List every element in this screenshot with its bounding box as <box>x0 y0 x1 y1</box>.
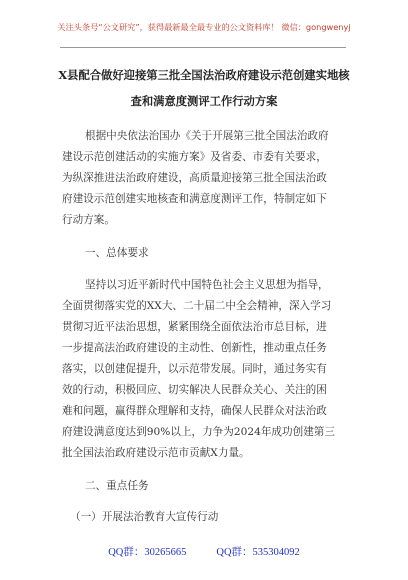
intro-line-5: 行动方案。 <box>62 214 115 226</box>
section-heading-2: 二、重点任务 <box>85 480 149 492</box>
intro-line-1: 根据中央依法治国办《关于开展第三批全国法治政府 <box>85 130 329 142</box>
footer-qq-group-2: QQ群：535304092 <box>216 547 300 558</box>
subsection-heading-1: （一）开展法治教育大宣传行动 <box>70 511 219 523</box>
intro-line-2: 建设示范创建活动的实施方案》及省委、市委有关要求， <box>62 151 327 163</box>
body-line-2: 全面贯彻落实党的XX大、二十届二中全会精神，深入学习 <box>62 300 332 312</box>
body-line-7: 难和问题，赢得群众理解和支持，确保人民群众对法治政 <box>62 405 327 417</box>
section-heading-1: 一、总体要求 <box>85 247 149 259</box>
body-line-3: 贯彻习近平法治思想，紧紧围绕全面依法治市总目标，进 <box>62 321 327 333</box>
intro-line-3: 为纵深推进法治政府建设，高质量迎接第三批全国法治政 <box>62 172 327 184</box>
document-title-line-2: 查和满意度测评工作行动方案 <box>130 94 278 108</box>
body-line-8: 府建设满意度达到90%以上，力争为2024年成功创建第三 <box>62 426 335 438</box>
body-line-5: 落实，以创建促提升，以示范带发展。同时，通过务实有 <box>62 363 327 375</box>
footer-qq-groups <box>0 544 408 559</box>
body-line-9: 批全国法治政府建设示范市贡献X力量。 <box>62 447 250 459</box>
header-divider <box>60 47 346 48</box>
body-line-6: 效的行动，积极回应、切实解决人民群众关心、关注的困 <box>62 384 327 396</box>
body-line-1: 坚持以习近平新时代中国特色社会主义思想为指导， <box>85 279 329 291</box>
body-line-4: 一步提高法治政府建设的主动性、创新性，推动重点任务 <box>62 342 327 354</box>
intro-line-4: 府建设示范创建实地核查和满意度测评工作，特制定如下 <box>62 193 327 205</box>
footer-qq-group-1: QQ群：30265665 <box>108 547 187 558</box>
document-title-line-1: X县配合做好迎接第三批全国法治政府建设示范创建实地核 <box>58 68 350 82</box>
header-promo-note: 关注头条号“公文研究”，获得最新最全最专业的公文资料库！ 微信：gongwenyj <box>57 22 351 32</box>
